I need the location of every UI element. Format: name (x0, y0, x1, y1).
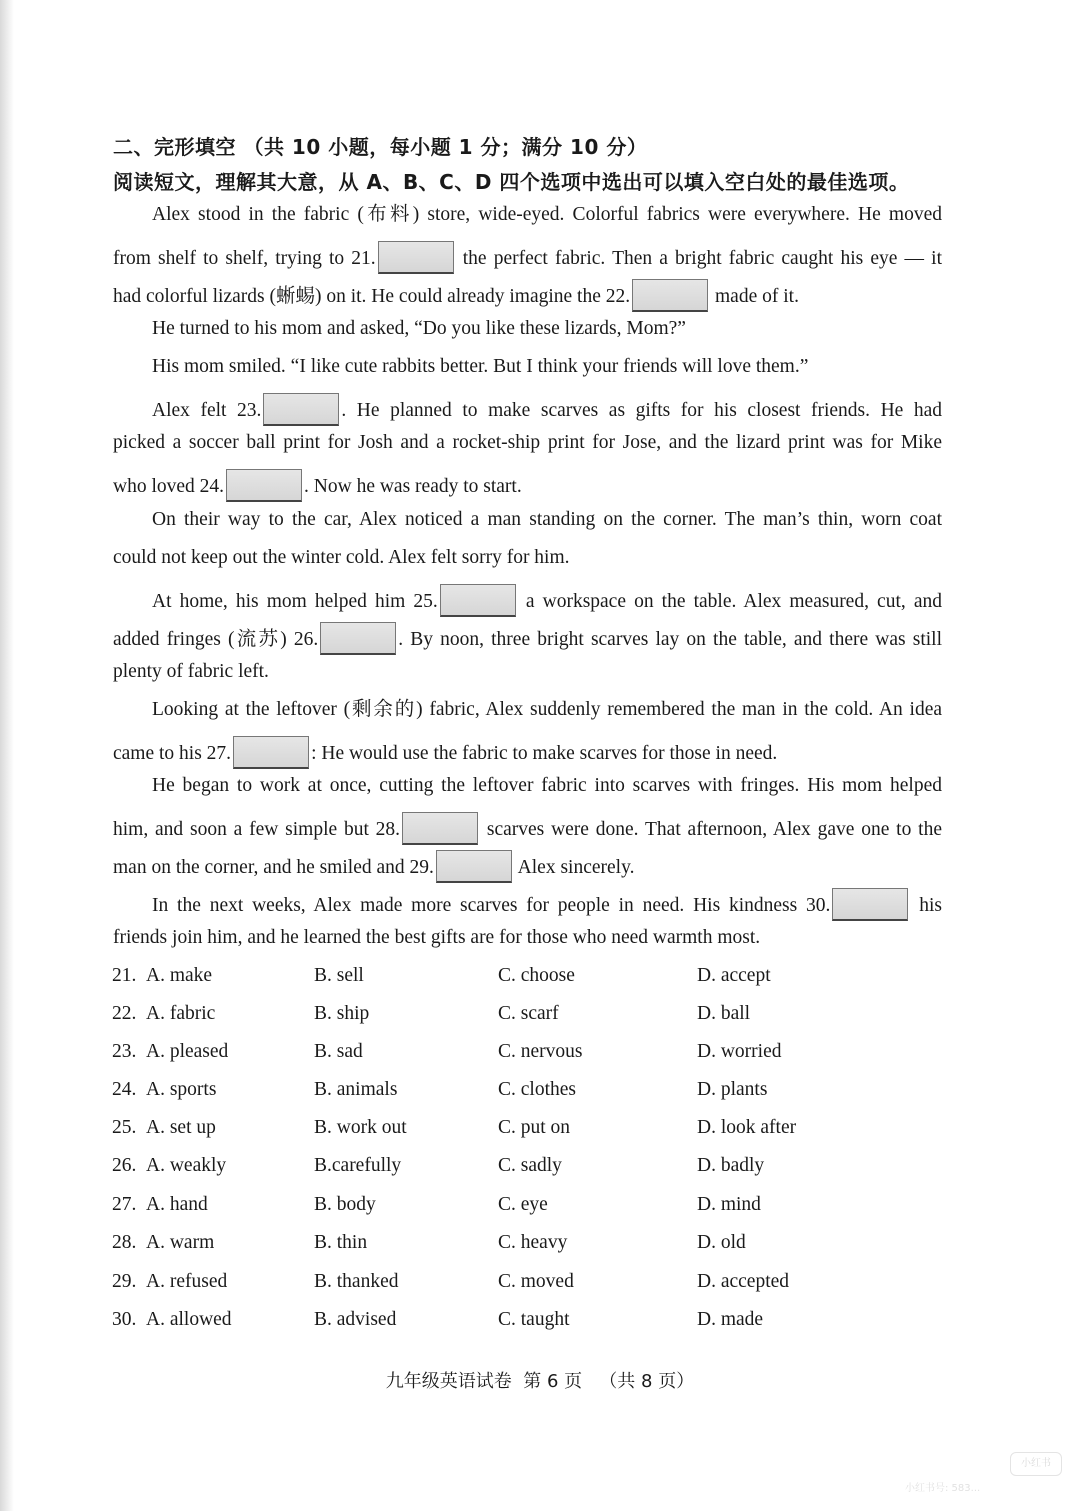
option-d[interactable]: D. accepted (697, 1271, 790, 1292)
option-d[interactable]: D. ball (697, 1003, 751, 1024)
option-b[interactable]: B. animals (314, 1079, 398, 1100)
option-c[interactable]: C. heavy (498, 1232, 568, 1253)
question-number: 22. (112, 1003, 137, 1024)
option-b[interactable]: B. thin (314, 1232, 368, 1253)
option-b[interactable]: B. sad (314, 1041, 363, 1062)
option-b[interactable]: B. thanked (314, 1271, 399, 1292)
passage-line: He turned to his mom and asked, “Do you like these lizards, Mom?” (152, 318, 686, 339)
passage-line: had colorful lizards (蜥蜴) on it. He could already imagine the 22. made of it. (113, 279, 942, 312)
question-number: 28. (112, 1232, 137, 1253)
option-c[interactable]: C. sadly (498, 1155, 562, 1176)
option-a[interactable]: A. sports (146, 1079, 217, 1100)
option-c[interactable]: C. eye (498, 1194, 548, 1215)
option-b[interactable]: B. ship (314, 1003, 370, 1024)
option-a[interactable]: A. fabric (146, 1003, 216, 1024)
blank-27[interactable] (233, 736, 309, 769)
watermark-text: 小红书号: 583... (905, 1483, 981, 1494)
question-number: 25. (112, 1117, 137, 1138)
option-a[interactable]: A. pleased (146, 1041, 229, 1062)
section-title: 二、完形填空 （共 10 小题，每小题 1 分；满分 10 分） (113, 135, 648, 159)
blank-22[interactable] (632, 279, 708, 312)
option-d[interactable]: D. worried (697, 1041, 782, 1062)
passage-line: Looking at the leftover (剩余的) fabric, Alex suddenly remembered the man in the cold. An idea (152, 699, 942, 720)
blank-28[interactable] (402, 812, 478, 845)
blank-23[interactable] (263, 393, 339, 426)
passage-line: Alex stood in the fabric (布料) store, wide-eyed. Colorful fabrics were everywhere. He moved (152, 204, 942, 225)
option-d[interactable]: D. made (697, 1309, 764, 1330)
blank-29[interactable] (436, 850, 512, 883)
passage-line: could not keep out the winter cold. Alex felt sorry for him. (113, 547, 570, 568)
option-c[interactable]: C. put on (498, 1117, 571, 1138)
option-a[interactable]: A. warm (146, 1232, 215, 1253)
question-number: 21. (112, 965, 137, 986)
option-d[interactable]: D. old (697, 1232, 746, 1253)
option-a[interactable]: A. make (146, 965, 213, 986)
section-instruction: 阅读短文，理解其大意，从 A、B、C、D 四个选项中选出可以填入空白处的最佳选项。 (113, 170, 910, 194)
blank-30[interactable] (832, 888, 908, 921)
option-d[interactable]: D. plants (697, 1079, 768, 1100)
passage-line: His mom smiled. “I like cute rabbits better. But I think your friends will love them.” (152, 356, 809, 377)
watermark-logo: 小红书 (1010, 1452, 1062, 1476)
blank-21[interactable] (378, 241, 454, 274)
option-b[interactable]: B.carefully (314, 1155, 402, 1176)
option-d[interactable]: D. accept (697, 965, 771, 986)
option-d[interactable]: D. look after (697, 1117, 797, 1138)
option-a[interactable]: A. set up (146, 1117, 216, 1138)
option-c[interactable]: C. nervous (498, 1041, 583, 1062)
passage-line: added fringes (流苏) 26. . By noon, three bright scarves lay on the table, and there was still (113, 622, 942, 655)
passage-line: man on the corner, and he smiled and 29. Alex sincerely. (113, 850, 942, 883)
passage-line: came to his 27. : He would use the fabric to make scarves for those in need. (113, 736, 942, 769)
option-a[interactable]: A. weakly (146, 1155, 227, 1176)
passage-line: Alex felt 23. . He planned to make scarves as gifts for his closest friends. He had (152, 393, 942, 426)
option-b[interactable]: B. sell (314, 965, 364, 986)
option-c[interactable]: C. moved (498, 1271, 574, 1292)
option-a[interactable]: A. allowed (146, 1309, 232, 1330)
passage-line: On their way to the car, Alex noticed a man standing on the corner. The man’s thin, worn coat (152, 509, 942, 530)
option-d[interactable]: D. mind (697, 1194, 761, 1215)
option-b[interactable]: B. work out (314, 1117, 407, 1138)
passage-line: picked a soccer ball print for Josh and a rocket-ship print for Jose, and the lizard print was for Mike (113, 432, 942, 453)
passage-line: At home, his mom helped him 25. a workspace on the table. Alex measured, cut, and (152, 584, 942, 617)
passage-line: friends join him, and he learned the best gifts are for those who need warmth most. (113, 927, 761, 948)
page-edge-shadow (0, 0, 14, 1511)
question-number: 29. (112, 1271, 137, 1292)
option-d[interactable]: D. badly (697, 1155, 765, 1176)
option-c[interactable]: C. clothes (498, 1079, 576, 1100)
option-a[interactable]: A. hand (146, 1194, 208, 1215)
blank-24[interactable] (226, 469, 302, 502)
question-number: 27. (112, 1194, 137, 1215)
question-number: 23. (112, 1041, 137, 1062)
question-number: 24. (112, 1079, 137, 1100)
option-b[interactable]: B. body (314, 1194, 376, 1215)
passage-line: In the next weeks, Alex made more scarves for people in need. His kindness 30. his (152, 888, 942, 921)
blank-25[interactable] (440, 584, 516, 617)
question-number: 30. (112, 1309, 137, 1330)
option-c[interactable]: C. taught (498, 1309, 570, 1330)
blank-26[interactable] (320, 622, 396, 655)
passage-line: him, and soon a few simple but 28. scarves were done. That afternoon, Alex gave one to the (113, 812, 942, 845)
passage-line: who loved 24. . Now he was ready to start. (113, 469, 942, 502)
option-a[interactable]: A. refused (146, 1271, 228, 1292)
page-footer: 九年级英语试卷 第 6 页 （共 8 页） (385, 1371, 695, 1392)
passage-line: He began to work at once, cutting the leftover fabric into scarves with fringes. His mom helped (152, 775, 942, 796)
question-number: 26. (112, 1155, 137, 1176)
passage-line: plenty of fabric left. (113, 661, 269, 682)
option-c[interactable]: C. scarf (498, 1003, 559, 1024)
option-b[interactable]: B. advised (314, 1309, 397, 1330)
option-c[interactable]: C. choose (498, 965, 575, 986)
passage-line: from shelf to shelf, trying to 21. the perfect fabric. Then a bright fabric caught his eye — it (113, 241, 942, 274)
